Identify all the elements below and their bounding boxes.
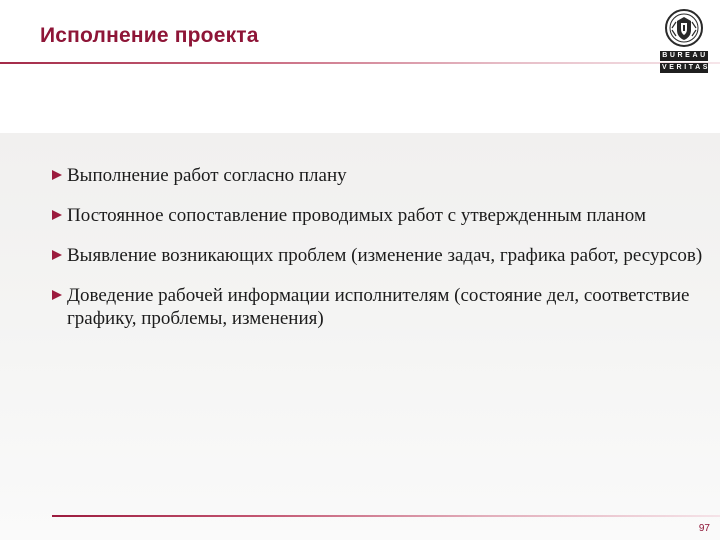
footer-divider <box>52 515 720 517</box>
bullet-item <box>52 164 712 187</box>
triangle-bullet-icon <box>52 250 62 260</box>
page-number: 97 <box>698 523 710 534</box>
logo-word-bureau: BUREAU <box>660 51 708 61</box>
bullet-list <box>52 164 712 347</box>
bullet-item <box>52 284 712 330</box>
bullet-item <box>52 244 712 267</box>
bullet-text: Выявление возникающих проблем (изменение задач, графика работ, ресурсов) <box>67 245 703 266</box>
triangle-bullet-icon <box>52 170 62 180</box>
logo-word-veritas: VERITAS <box>662 64 711 71</box>
triangle-bullet-icon <box>52 210 62 220</box>
bullet-text: Постоянное сопоставление проводимых работ с утвержденным планом <box>67 205 646 226</box>
company-logo <box>660 8 711 71</box>
bullet-item <box>52 204 712 227</box>
title-divider <box>0 62 720 64</box>
bullet-text: Выполнение работ согласно плану <box>67 165 347 186</box>
slide-title: Исполнение проекта <box>40 24 259 47</box>
bullet-text: Доведение рабочей информации исполнителям (состояние дел, соответствие графику, проблемы, изменения) <box>67 285 690 329</box>
triangle-bullet-icon <box>52 290 62 300</box>
emblem-icon <box>664 8 704 48</box>
